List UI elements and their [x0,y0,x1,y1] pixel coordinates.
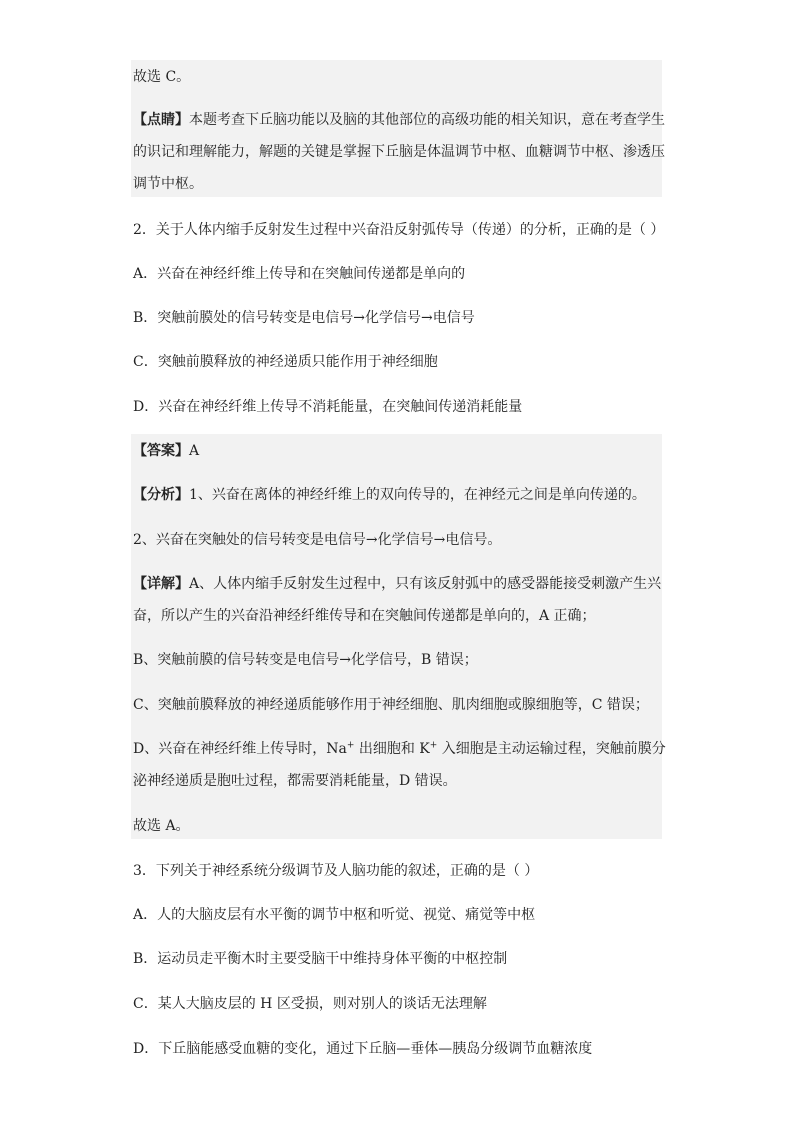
q2-detail-c: C、突触前膜释放的神经递质能够作用于神经细胞、肌肉细胞或腺细胞等，C 错误； [133,697,649,713]
q3-option-b: B．运动员走平衡木时主要受脑干中维持身体平衡的中枢控制 [133,951,508,967]
q2-detail-d-1: D、兴奋在神经纤维上传导时，Na+ 出细胞和 K+ 入细胞是主动运输过程，突触前膜分 [133,740,666,757]
answer-value: A [189,443,200,459]
q2-stem: 2．关于人体内缩手反射发生过程中兴奋沿反射弧传导（传递）的分析，正确的是（ ） [133,222,665,238]
q2-detail-a-1: 【详解】A、人体内缩手反射发生过程中，只有该反射弧中的感受器能接受刺激产生兴 [133,576,662,592]
q2-option-d: D．兴奋在神经纤维上传导不消耗能量，在突触间传递消耗能量 [133,399,523,415]
q2-option-c: C．突触前膜释放的神经递质只能作用于神经细胞 [133,354,438,370]
q3-option-a: A．人的大脑皮层有水平衡的调节中枢和听觉、视觉、痛觉等中枢 [133,907,536,923]
q2-detail-d-2: 泌神经递质是胞吐过程，都需要消耗能量，D 错误。 [133,773,457,789]
analysis-tag: 【分析】 [133,487,189,503]
q3-option-d: D．下丘脑能感受血糖的变化，通过下丘脑—垂体—胰岛分级调节血糖浓度 [133,1041,593,1057]
q1-comment-line-1: 【点睛】本题考查下丘脑功能以及脑的其他部位的高级功能的相关知识，意在考查学生 [133,112,665,128]
q2-conclusion: 故选 A。 [133,818,190,834]
comment-tag: 【点睛】 [133,112,189,128]
q1-conclusion: 故选 C。 [133,69,191,85]
q2-detail-a-2: 奋，所以产生的兴奋沿神经纤维传导和在突触间传递都是单向的，A 正确； [133,608,596,624]
q2-detail-b: B、突触前膜的信号转变是电信号→化学信号，B 错误； [133,652,478,668]
detail-tag: 【详解】 [133,576,189,592]
q2-option-a: A．兴奋在神经纤维上传导和在突触间传递都是单向的 [133,266,466,282]
q2-answer [133,440,661,462]
q2-analysis-2: 2、兴奋在突触处的信号转变是电信号→化学信号→电信号。 [133,532,502,548]
q2-option-b: B．突触前膜处的信号转变是电信号→化学信号→电信号 [133,310,475,326]
q1-comment-line-3: 调节中枢。 [133,176,203,192]
q3-option-c: C．某人大脑皮层的 H 区受损，则对别人的谈话无法理解 [133,996,487,1012]
q3-stem: 3．下列关于神经系统分级调节及人脑功能的叙述，正确的是（ ） [133,863,539,879]
answer-tag: 【答案】 [133,443,189,459]
q2-analysis-1: 【分析】1、兴奋在离体的神经纤维上的双向传导的，在神经元之间是单向传递的。 [133,487,646,503]
q1-comment-line-2: 的识记和理解能力，解题的关键是掌握下丘脑是体温调节中枢、血糖调节中枢、渗透压 [133,144,665,160]
